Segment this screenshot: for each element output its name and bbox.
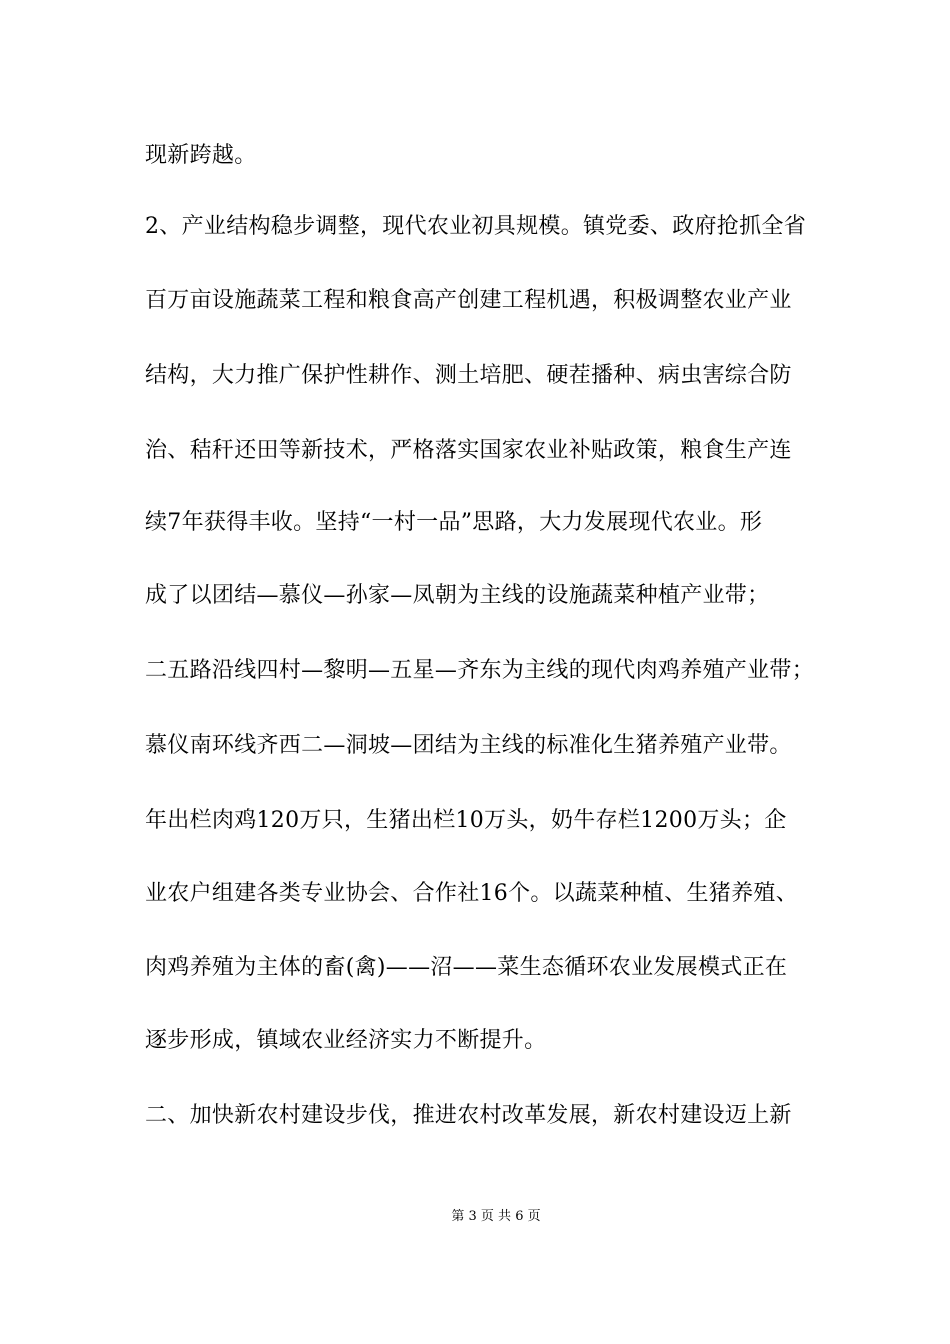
page-number-footer: 第 3 页 共 6 页 (451, 1209, 541, 1224)
text-line-1: 现新跨越。 (145, 143, 257, 168)
text-line-7: 成了以团结—慕仪—孙家—凤朝为主线的设施蔬菜种植产业带； (145, 583, 770, 608)
text-line-6: 续7年获得丰收。坚持“一村一品”思路，大力发展现代农业。形 (145, 510, 763, 535)
text-line-11: 业农户组建各类专业协会、合作社16个。以蔬菜种植、生猪养殖、 (145, 881, 798, 906)
text-line-9: 慕仪南环线齐西二—洞坡—团结为主线的标准化生猪养殖产业带。 (145, 733, 792, 758)
text-line-4: 结构，大力推广保护性耕作、测土培肥、硬茬播种、病虫害综合防 (145, 363, 792, 388)
text-line-3: 百万亩设施蔬菜工程和粮食高产创建工程机遇，积极调整农业产业 (145, 288, 792, 313)
text-line-2: 2、产业结构稳步调整，现代农业初具规模。镇党委、政府抢抓全省 (145, 214, 806, 239)
text-line-5: 治、秸秆还田等新技术，严格落实国家农业补贴政策，粮食生产连 (145, 438, 792, 463)
text-line-10: 年出栏肉鸡120万只，生猪出栏10万头，奶牛存栏1200万头；企 (145, 808, 787, 833)
text-line-8: 二五路沿线四村—黎明—五星—齐东为主线的现代肉鸡养殖产业带； (145, 658, 815, 683)
text-line-14: 二、加快新农村建设步伐，推进农村改革发展，新农村建设迈上新 (145, 1103, 792, 1128)
text-line-12: 肉鸡养殖为主体的畜(禽)——沼——菜生态循环农业发展模式正在 (145, 955, 788, 980)
text-line-13: 逐步形成，镇域农业经济实力不断提升。 (145, 1028, 547, 1053)
